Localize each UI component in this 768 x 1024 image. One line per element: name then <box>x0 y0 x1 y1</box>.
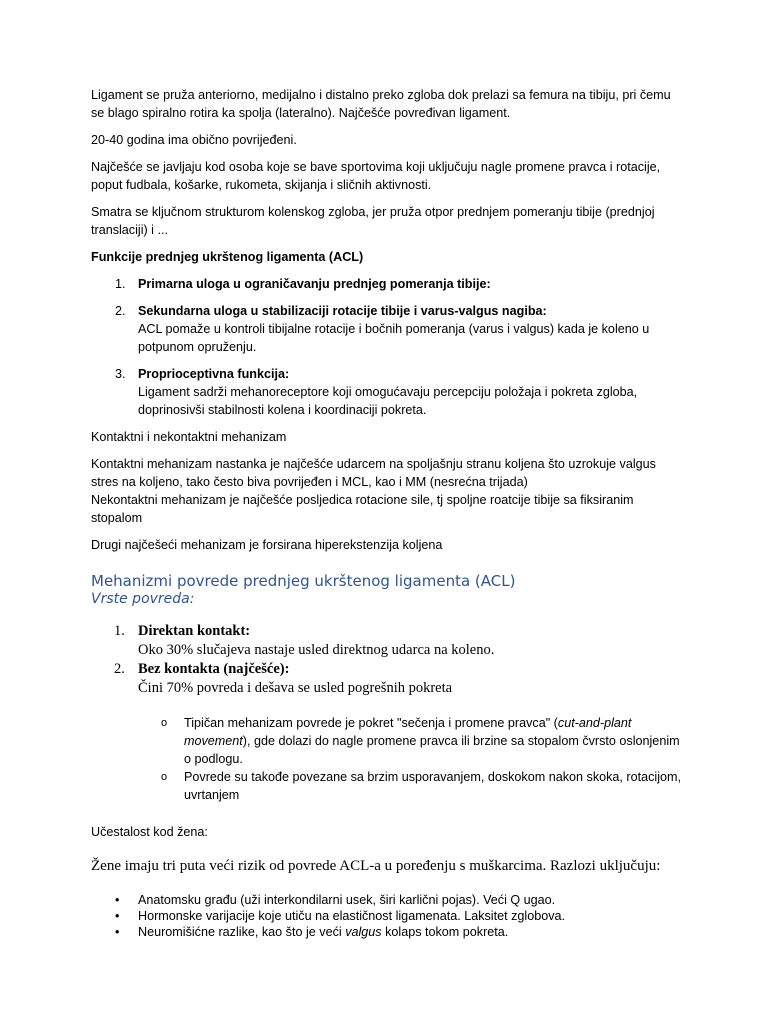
women-intro: Žene imaju tri puta veći rizik od povrede ACL-a u poređenju s muškarcima. Razlozi uključuju: <box>91 858 661 874</box>
women-reason-2: • Hormonske varijacije koje utiču na elastičnost ligamenata. Laksitet zglobova. <box>115 909 566 923</box>
functions-list <box>91 275 681 419</box>
mechanism-paragraph <box>91 455 681 527</box>
contact-mechanism-text: Kontaktni mehanizam nastanka je najčešće udarcem na spoljašnju stranu koljena što uzrokuje valgus stres na koljeno, tako često biva povrijeđen i MCL, kao i MM (nesrećna trijada) <box>91 457 656 489</box>
injury-type-text: Čini 70% povreda i dešava se usled pogrešnih pokreta <box>138 680 453 696</box>
function-item-1: 1. Primarna uloga u ograničavanju prednjeg pomeranja tibije: <box>115 277 491 291</box>
women-label: Učestalost kod žena: <box>91 825 208 839</box>
injury-type-1: 1. Direktan kontakt: Oko 30% slučajeva nastaje usled direktnog udarca na koleno. <box>114 623 495 658</box>
women-reasons-list <box>91 892 681 940</box>
function-item-title: Sekundarna uloga u stabilizaciji rotacije tibije i varus-valgus nagiba: <box>138 304 547 318</box>
injury-type-2: 2. Bez kontakta (najčešće): Čini 70% povreda i dešava se usled pogrešnih pokreta <box>114 661 453 696</box>
bullet-icon: • <box>115 925 120 939</box>
noncontact-mechanism-text: Nekontaktni mehanizam je najčešće posljedica rotacione sile, tj spoljne roatcije tibije sa fiksiranim stopalom <box>91 493 634 525</box>
bullet-icon: • <box>115 909 120 923</box>
injury-subheading: Vrste povreda: <box>91 591 195 607</box>
injury-detail-2: o Povrede su takođe povezane sa brzim usporavanjem, doskokom nakon skoka, rotacijom, uvrtanjem <box>161 770 682 802</box>
injury-heading: Mehanizmi povrede prednjeg ukrštenog ligamenta (ACL) <box>91 572 516 590</box>
injury-type-title: Bez kontakta (najčešće): <box>138 661 290 677</box>
mechanism-title: Kontaktni i nekontaktni mehanizam <box>91 430 287 444</box>
function-item-3: 3. Proprioceptivna funkcija: Ligament sadrži mehanoreceptore koji omogućavaju percepciju položaja i pokreta zgloba, doprinosivši stabilnosti kolena i koordinaciji pokreta. <box>115 367 638 417</box>
function-item-text: Ligament sadrži mehanoreceptore koji omogućavaju percepciju položaja i pokreta zgloba, doprinosivši stabilnosti kolena i koordinaciji pokreta. <box>138 385 638 417</box>
bullet-icon: • <box>115 893 120 907</box>
injury-details-list <box>91 714 681 804</box>
intro-paragraph-4: Smatra se ključnom strukturom kolenskog zgloba, jer pruža otpor prednjem pomeranju tibije (prednjoj translaciji) i ... <box>91 205 655 237</box>
functions-title: Funkcije prednjeg ukrštenog ligamenta (ACL) <box>91 250 364 264</box>
function-item-title: Proprioceptivna funkcija: <box>138 367 290 381</box>
circle-bullet-icon: o <box>161 771 168 783</box>
intro-paragraph-2: 20-40 godina ima obično povrijeđeni. <box>91 133 297 147</box>
injury-detail-1: o Tipičan mehanizam povrede je pokret "sečenja i promene pravca" (cut-and-plant movement), gde dolazi do nagle promene pravca ili brzine sa stopalom čvrsto oslonjenim o podlogu. <box>161 716 680 766</box>
other-mechanism-text: Drugi najčešeći mehanizam je forsirana hiperekstenzija koljena <box>91 538 443 552</box>
document-page <box>91 86 681 940</box>
function-item-title: Primarna uloga u ograničavanju prednjeg pomeranja tibije: <box>138 277 491 291</box>
injury-type-title: Direktan kontakt: <box>138 623 251 639</box>
injury-types-list <box>91 622 681 698</box>
intro-paragraph-3: Najčešće se javljaju kod osoba koje se bave sportovima koji uključuju nagle promene pravca i rotacije, poput fudbala, košarke, rukometa, skijanja i sličnih aktivnosti. <box>91 160 661 192</box>
circle-bullet-icon: o <box>161 717 168 729</box>
women-reason-3: • Neuromišićne razlike, kao što je veći valgus kolaps tokom pokreta. <box>115 925 509 939</box>
function-item-text: ACL pomaže u kontroli tibijalne rotacije i bočnih pomeranja (varus i valgus) kada je koleno u potpunom opruženju. <box>138 322 650 354</box>
intro-paragraph-1: Ligament se pruža anteriorno, medijalno i distalno preko zgloba dok prelazi sa femura na tibiju, pri čemu se blago spiralno rotira ka spolja (lateralno). Najčešće povređivan ligament. <box>91 88 671 120</box>
injury-type-text: Oko 30% slučajeva nastaje usled direktnog udarca na koleno. <box>138 642 495 658</box>
function-item-2: 2. Sekundarna uloga u stabilizaciji rotacije tibije i varus-valgus nagiba: ACL pomaže u kontroli tibijalne rotacije i bočnih pomeranja (varus i valgus) kada je koleno u potpunom opruženju. <box>115 304 650 354</box>
women-reason-1: • Anatomsku građu (uži interkondilarni usek, širi karlični pojas). Veći Q ugao. <box>115 893 556 907</box>
